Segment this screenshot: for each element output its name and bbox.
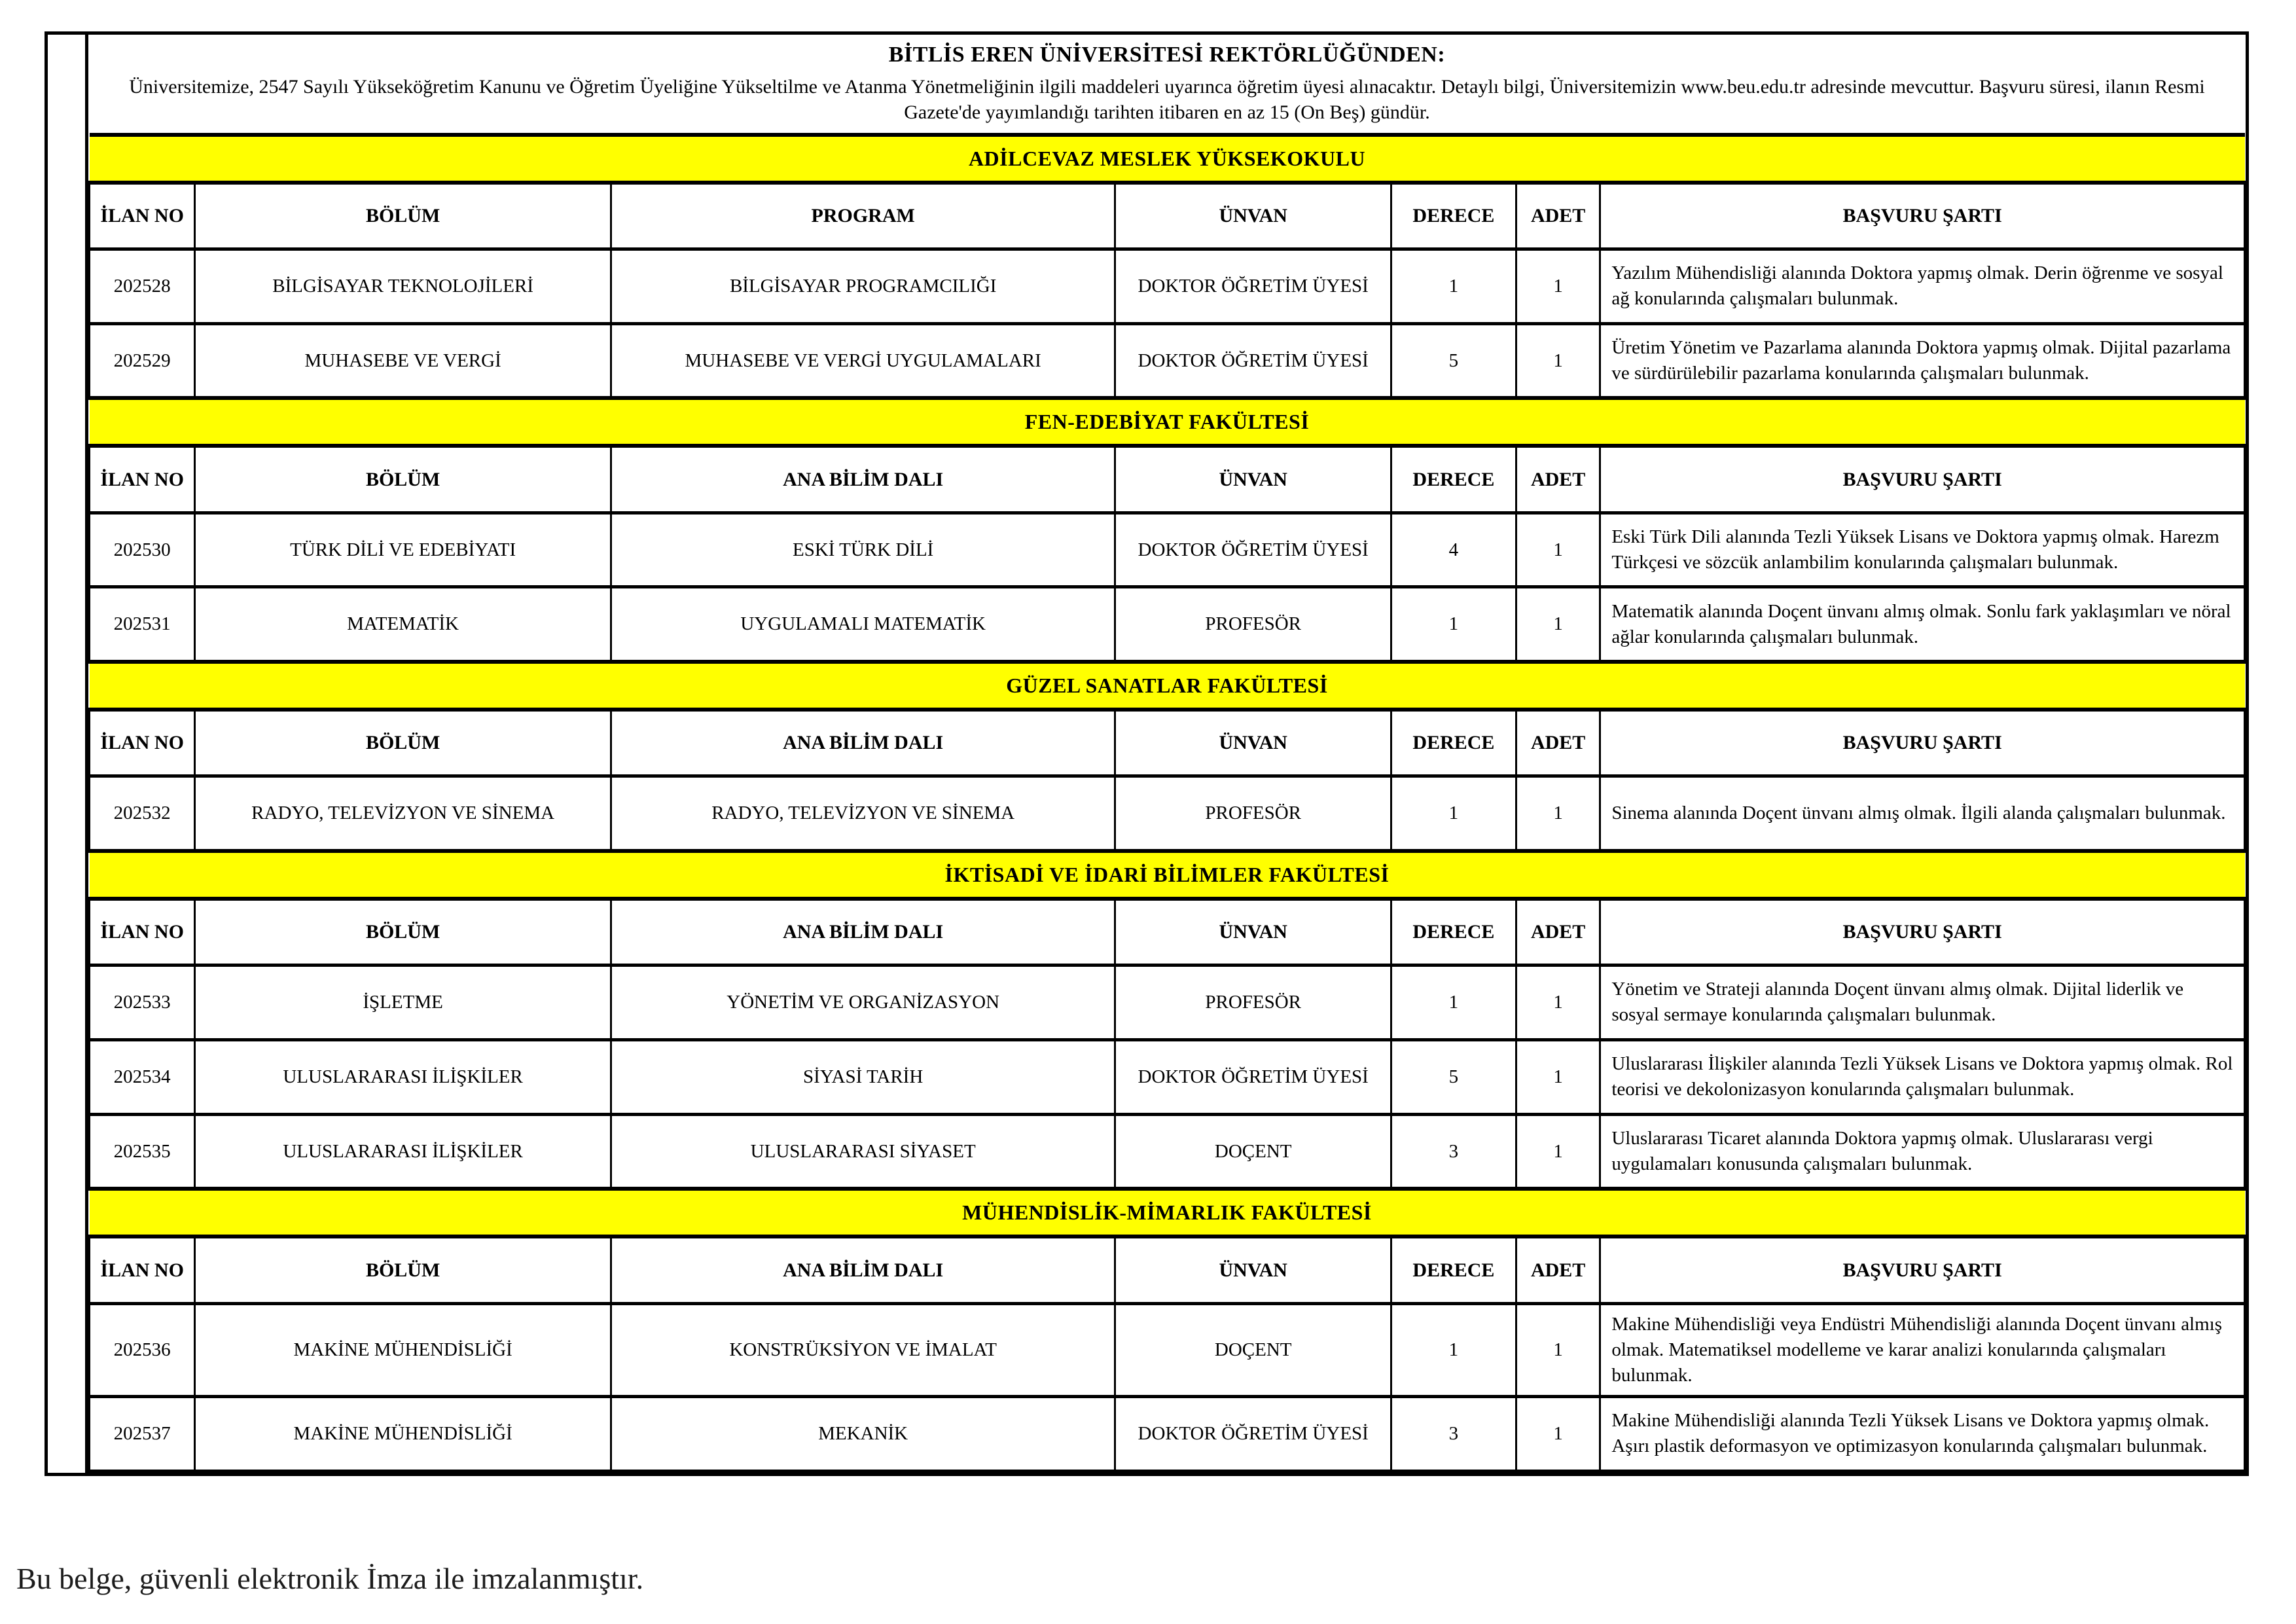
cell-ana-bilim-dali: RADYO, TELEVİZYON VE SİNEMA [611,776,1115,851]
col-header-adet: ADET [1516,446,1600,513]
col-header-adet: ADET [1516,899,1600,965]
cell-ilan-no: 202534 [90,1039,195,1114]
cell-bolum: ULUSLARARASI İLİŞKİLER [195,1114,611,1189]
section-header: İKTİSADİ VE İDARİ BİLİMLER FAKÜLTESİ [90,851,2245,899]
col-header-derece: DERECE [1391,1236,1516,1303]
cell-adet: 1 [1516,776,1600,851]
cell-ilan-no: 202536 [90,1303,195,1396]
intro-paragraph: Üniversitemize, 2547 Sayılı Yükseköğretim Kanunu ve Öğretim Üyeliğine Yükseltilme ve Atanma Yönetmeliğinin ilgili maddeleri uyarınca öğretim üyesi alınacaktır. Detaylı bilgi, Üniversitemizin www.beu.edu.tr adresinde mevcuttur. Başvuru süresi, ilanın Resmi Gazete'de yayımlandığı tarihten itibaren en az 15 (On Beş) gündür. [129,75,2205,123]
column-header-row [90,446,2245,513]
cell-derece: 1 [1391,1303,1516,1396]
cell-basvuru-sarti: Sinema alanında Doçent ünvanı almış olmak. İlgili alanda çalışmaları bulunmak. [1600,776,2245,851]
cell-adet: 1 [1516,1303,1600,1396]
cell-program: BİLGİSAYAR PROGRAMCILIĞI [611,249,1115,323]
cell-unvan: PROFESÖR [1115,776,1391,851]
col-header-adet: ADET [1516,1236,1600,1303]
cell-derece: 3 [1391,1396,1516,1471]
cell-adet: 1 [1516,965,1600,1040]
cell-basvuru-sarti: Üretim Yönetim ve Pazarlama alanında Doktora yapmış olmak. Dijital pazarlama ve sürdürülebilir pazarlama konularında çalışmaları bulunmak. [1600,323,2245,398]
cell-ilan-no: 202535 [90,1114,195,1189]
cell-unvan: DOKTOR ÖĞRETİM ÜYESİ [1115,323,1391,398]
section-header: MÜHENDİSLİK-MİMARLIK FAKÜLTESİ [90,1189,2245,1236]
cell-adet: 1 [1516,323,1600,398]
col-header-ilan-no: İLAN NO [90,710,195,776]
cell-ana-bilim-dali: YÖNETİM VE ORGANİZASYON [611,965,1115,1040]
cell-unvan: DOÇENT [1115,1114,1391,1189]
intro-cell [90,35,2245,135]
cell-adet: 1 [1516,249,1600,323]
column-header-row [90,899,2245,965]
table-row [90,513,2245,587]
col-header-unvan: ÜNVAN [1115,183,1391,249]
col-header-ilan-no: İLAN NO [90,183,195,249]
cell-bolum: MATEMATİK [195,587,611,662]
col-header-adet: ADET [1516,183,1600,249]
table-row [90,323,2245,398]
cell-ilan-no: 202531 [90,587,195,662]
cell-derece: 5 [1391,323,1516,398]
col-header-ilan-no: İLAN NO [90,446,195,513]
cell-adet: 1 [1516,1114,1600,1189]
cell-unvan: DOKTOR ÖĞRETİM ÜYESİ [1115,1039,1391,1114]
announcement-table [88,35,2246,1473]
section-band-row [90,662,2245,710]
col-header-ana-bilim-dali: ANA BİLİM DALI [611,446,1115,513]
cell-derece: 1 [1391,776,1516,851]
cell-unvan: PROFESÖR [1115,587,1391,662]
cell-derece: 5 [1391,1039,1516,1114]
col-header-unvan: ÜNVAN [1115,446,1391,513]
cell-ilan-no: 202529 [90,323,195,398]
cell-unvan: PROFESÖR [1115,965,1391,1040]
cell-basvuru-sarti: Eski Türk Dili alanında Tezli Yüksek Lisans ve Doktora yapmış olmak. Harezm Türkçesi ve sözcük anlambilim konularında çalışmaları bulunmak. [1600,513,2245,587]
table-row [90,249,2245,323]
cell-ana-bilim-dali: ESKİ TÜRK DİLİ [611,513,1115,587]
cell-derece: 3 [1391,1114,1516,1189]
cell-ana-bilim-dali: UYGULAMALI MATEMATİK [611,587,1115,662]
col-header-derece: DERECE [1391,899,1516,965]
cell-ana-bilim-dali: KONSTRÜKSİYON VE İMALAT [611,1303,1115,1396]
cell-bolum: MUHASEBE VE VERGİ [195,323,611,398]
col-header-derece: DERECE [1391,446,1516,513]
section-header: GÜZEL SANATLAR FAKÜLTESİ [90,662,2245,710]
intro-row [90,35,2245,135]
col-header-ana-bilim-dali: ANA BİLİM DALI [611,899,1115,965]
cell-unvan: DOKTOR ÖĞRETİM ÜYESİ [1115,249,1391,323]
col-header-bolum: BÖLÜM [195,899,611,965]
col-header-adet: ADET [1516,710,1600,776]
cell-ana-bilim-dali: ULUSLARARASI SİYASET [611,1114,1115,1189]
cell-basvuru-sarti: Matematik alanında Doçent ünvanı almış olmak. Sonlu fark yaklaşımları ve nöral ağlar konularında çalışmaları bulunmak. [1600,587,2245,662]
col-header-unvan: ÜNVAN [1115,710,1391,776]
cell-adet: 1 [1516,1396,1600,1471]
cell-unvan: DOKTOR ÖĞRETİM ÜYESİ [1115,1396,1391,1471]
cell-program: MUHASEBE VE VERGİ UYGULAMALARI [611,323,1115,398]
cell-adet: 1 [1516,1039,1600,1114]
section-header: ADİLCEVAZ MESLEK YÜKSEKOKULU [90,135,2245,183]
cell-basvuru-sarti: Yönetim ve Strateji alanında Doçent ünvanı almış olmak. Dijital liderlik ve sosyal sermaye konularında çalışmaları bulunmak. [1600,965,2245,1040]
cell-bolum: MAKİNE MÜHENDİSLİĞİ [195,1303,611,1396]
cell-bolum: MAKİNE MÜHENDİSLİĞİ [195,1396,611,1471]
table-row [90,965,2245,1040]
cell-basvuru-sarti: Makine Mühendisliği veya Endüstri Mühendisliği alanında Doçent ünvanı almış olmak. Matematiksel modelleme ve karar analizi konularında çalışmaları bulunmak. [1600,1303,2245,1396]
col-header-bolum: BÖLÜM [195,710,611,776]
col-header-basvuru-sarti: BAŞVURU ŞARTI [1600,446,2245,513]
cell-bolum: İŞLETME [195,965,611,1040]
section-band-row [90,1189,2245,1236]
section-band-row [90,851,2245,899]
col-header-basvuru-sarti: BAŞVURU ŞARTI [1600,183,2245,249]
col-header-derece: DERECE [1391,183,1516,249]
cell-ilan-no: 202532 [90,776,195,851]
cell-adet: 1 [1516,513,1600,587]
col-header-unvan: ÜNVAN [1115,1236,1391,1303]
col-header-ana-bilim-dali: ANA BİLİM DALI [611,710,1115,776]
page-title: BİTLİS EREN ÜNİVERSİTESİ REKTÖRLÜĞÜNDEN: [888,42,1446,67]
column-header-row [90,183,2245,249]
cell-ilan-no: 202537 [90,1396,195,1471]
table-row [90,776,2245,851]
cell-ana-bilim-dali: MEKANİK [611,1396,1115,1471]
cell-bolum: TÜRK DİLİ VE EDEBİYATI [195,513,611,587]
col-header-bolum: BÖLÜM [195,1236,611,1303]
document-frame [45,31,2249,1476]
cell-derece: 4 [1391,513,1516,587]
col-header-unvan: ÜNVAN [1115,899,1391,965]
section-header: FEN-EDEBİYAT FAKÜLTESİ [90,398,2245,446]
cell-unvan: DOÇENT [1115,1303,1391,1396]
cell-basvuru-sarti: Yazılım Mühendisliği alanında Doktora yapmış olmak. Derin öğrenme ve sosyal ağ konularında çalışmaları bulunmak. [1600,249,2245,323]
table-row [90,587,2245,662]
col-header-basvuru-sarti: BAŞVURU ŞARTI [1600,899,2245,965]
col-header-bolum: BÖLÜM [195,446,611,513]
col-header-basvuru-sarti: BAŞVURU ŞARTI [1600,710,2245,776]
cell-basvuru-sarti: Uluslararası İlişkiler alanında Tezli Yüksek Lisans ve Doktora yapmış olmak. Rol teorisi ve dekolonizasyon konularında çalışmaları bulunmak. [1600,1039,2245,1114]
column-header-row [90,1236,2245,1303]
col-header-ana-bilim-dali: ANA BİLİM DALI [611,1236,1115,1303]
col-header-bolum: BÖLÜM [195,183,611,249]
cell-adet: 1 [1516,587,1600,662]
cell-derece: 1 [1391,965,1516,1040]
col-header-basvuru-sarti: BAŞVURU ŞARTI [1600,1236,2245,1303]
col-header-derece: DERECE [1391,710,1516,776]
cell-basvuru-sarti: Uluslararası Ticaret alanında Doktora yapmış olmak. Uluslararası vergi uygulamaları konusunda çalışmaları bulunmak. [1600,1114,2245,1189]
left-gutter [48,35,88,1473]
table-row [90,1396,2245,1471]
table-row [90,1114,2245,1189]
announcement-table-wrap [88,35,2246,1473]
cell-unvan: DOKTOR ÖĞRETİM ÜYESİ [1115,513,1391,587]
cell-basvuru-sarti: Makine Mühendisliği alanında Tezli Yüksek Lisans ve Doktora yapmış olmak. Aşırı plastik deformasyon ve optimizasyon konularında çalışmaları bulunmak. [1600,1396,2245,1471]
cell-ana-bilim-dali: SİYASİ TARİH [611,1039,1115,1114]
col-header-ilan-no: İLAN NO [90,899,195,965]
col-header-ilan-no: İLAN NO [90,1236,195,1303]
column-header-row [90,710,2245,776]
signature-note: Bu belge, güvenli elektronik İmza ile imzalanmıştır. [16,1562,644,1595]
cell-bolum: RADYO, TELEVİZYON VE SİNEMA [195,776,611,851]
table-row [90,1303,2245,1396]
cell-ilan-no: 202528 [90,249,195,323]
col-header-program: PROGRAM [611,183,1115,249]
cell-derece: 1 [1391,249,1516,323]
section-band-row [90,398,2245,446]
cell-ilan-no: 202533 [90,965,195,1040]
cell-ilan-no: 202530 [90,513,195,587]
cell-derece: 1 [1391,587,1516,662]
cell-bolum: ULUSLARARASI İLİŞKİLER [195,1039,611,1114]
cell-bolum: BİLGİSAYAR TEKNOLOJİLERİ [195,249,611,323]
table-row [90,1039,2245,1114]
section-band-row [90,135,2245,183]
